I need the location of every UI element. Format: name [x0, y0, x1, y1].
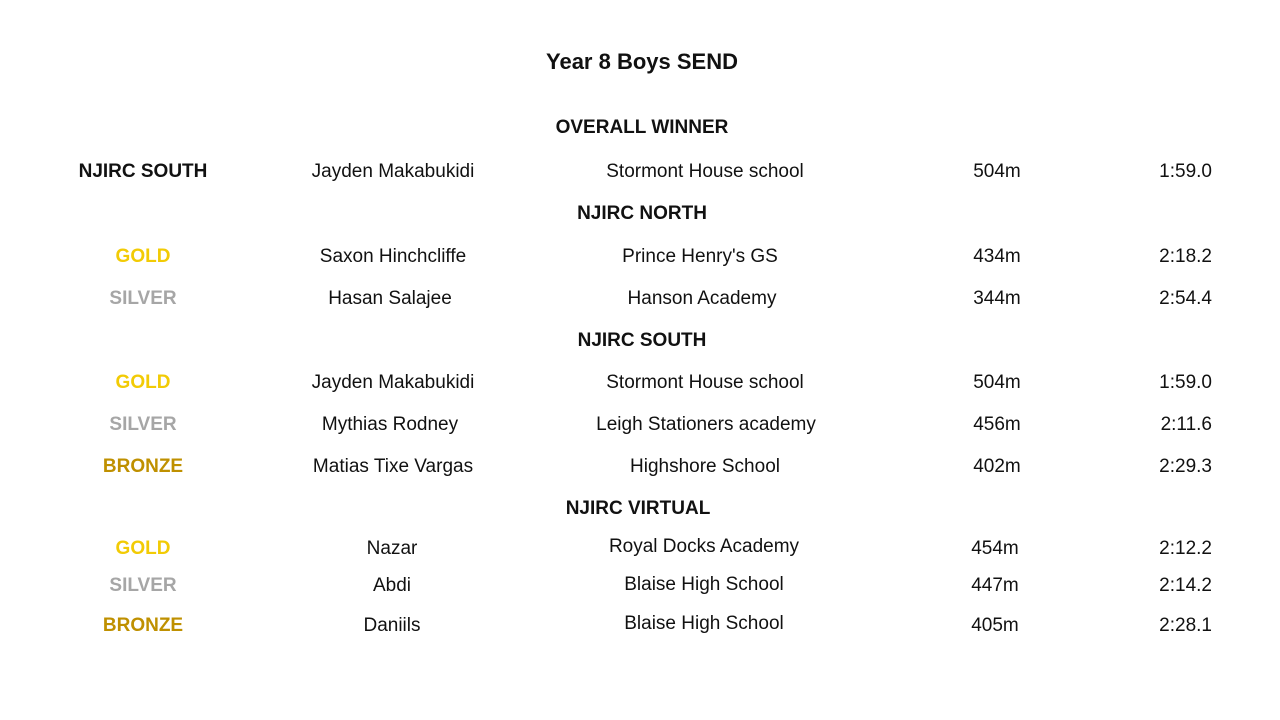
time-value: 2:54.4	[1159, 288, 1212, 309]
region-label: NJIRC SOUTH	[78, 161, 208, 182]
distance-value: 402m	[973, 456, 1021, 477]
result-row	[0, 159, 1280, 185]
result-row	[0, 613, 1280, 639]
school-name: Blaise High School	[624, 574, 784, 595]
time-value: 2:12.2	[1159, 538, 1212, 559]
athlete-name: Abdi	[372, 575, 412, 596]
school-name: Leigh Stationers academy	[596, 414, 816, 435]
time-value: 2:11.6	[1160, 414, 1212, 435]
result-row	[0, 412, 1280, 438]
athlete-name: Jayden Makabukidi	[311, 372, 475, 393]
medal-label: BRONZE	[102, 615, 184, 636]
section-heading-njirc-virtual: NJIRC VIRTUAL	[565, 498, 711, 519]
school-name: Hanson Academy	[627, 288, 777, 309]
athlete-name: Mythias Rodney	[321, 414, 459, 435]
school-name: Stormont House school	[606, 161, 804, 182]
time-value: 1:59.0	[1159, 372, 1212, 393]
athlete-name: Daniils	[363, 615, 421, 636]
distance-value: 447m	[971, 575, 1019, 596]
distance-value: 504m	[973, 161, 1021, 182]
time-value: 2:18.2	[1159, 246, 1212, 267]
result-row	[0, 244, 1280, 270]
result-row	[0, 286, 1280, 312]
distance-value: 405m	[971, 615, 1019, 636]
school-name: Stormont House school	[606, 372, 804, 393]
medal-label: SILVER	[109, 575, 177, 596]
result-row	[0, 454, 1280, 480]
medal-label: GOLD	[115, 372, 171, 393]
medal-label: GOLD	[115, 246, 171, 267]
result-row	[0, 536, 1280, 562]
school-name: Prince Henry's GS	[622, 246, 778, 267]
medal-label: BRONZE	[102, 456, 184, 477]
medal-label: SILVER	[109, 288, 177, 309]
athlete-name: Nazar	[366, 538, 418, 559]
time-value: 1:59.0	[1159, 161, 1212, 182]
athlete-name: Hasan Salajee	[328, 288, 452, 309]
medal-label: GOLD	[115, 538, 171, 559]
athlete-name: Saxon Hinchcliffe	[319, 246, 467, 267]
distance-value: 454m	[971, 538, 1019, 559]
section-heading-njirc-north: NJIRC NORTH	[577, 203, 707, 224]
athlete-name: Matias Tixe Vargas	[312, 456, 474, 477]
school-name: Royal Docks Academy	[608, 536, 800, 557]
athlete-name: Jayden Makabukidi	[311, 161, 475, 182]
distance-value: 434m	[973, 246, 1021, 267]
medal-label: SILVER	[109, 414, 177, 435]
distance-value: 344m	[973, 288, 1021, 309]
time-value: 2:29.3	[1159, 456, 1212, 477]
time-value: 2:14.2	[1159, 575, 1212, 596]
result-row	[0, 370, 1280, 396]
school-name: Blaise High School	[624, 613, 784, 634]
page-title: Year 8 Boys SEND	[546, 49, 738, 74]
distance-value: 456m	[973, 414, 1021, 435]
section-heading-overall-winner: OVERALL WINNER	[555, 117, 729, 138]
section-heading-njirc-south: NJIRC SOUTH	[577, 330, 707, 351]
school-name: Highshore School	[630, 456, 780, 477]
result-row	[0, 573, 1280, 599]
time-value: 2:28.1	[1159, 615, 1212, 636]
distance-value: 504m	[973, 372, 1021, 393]
